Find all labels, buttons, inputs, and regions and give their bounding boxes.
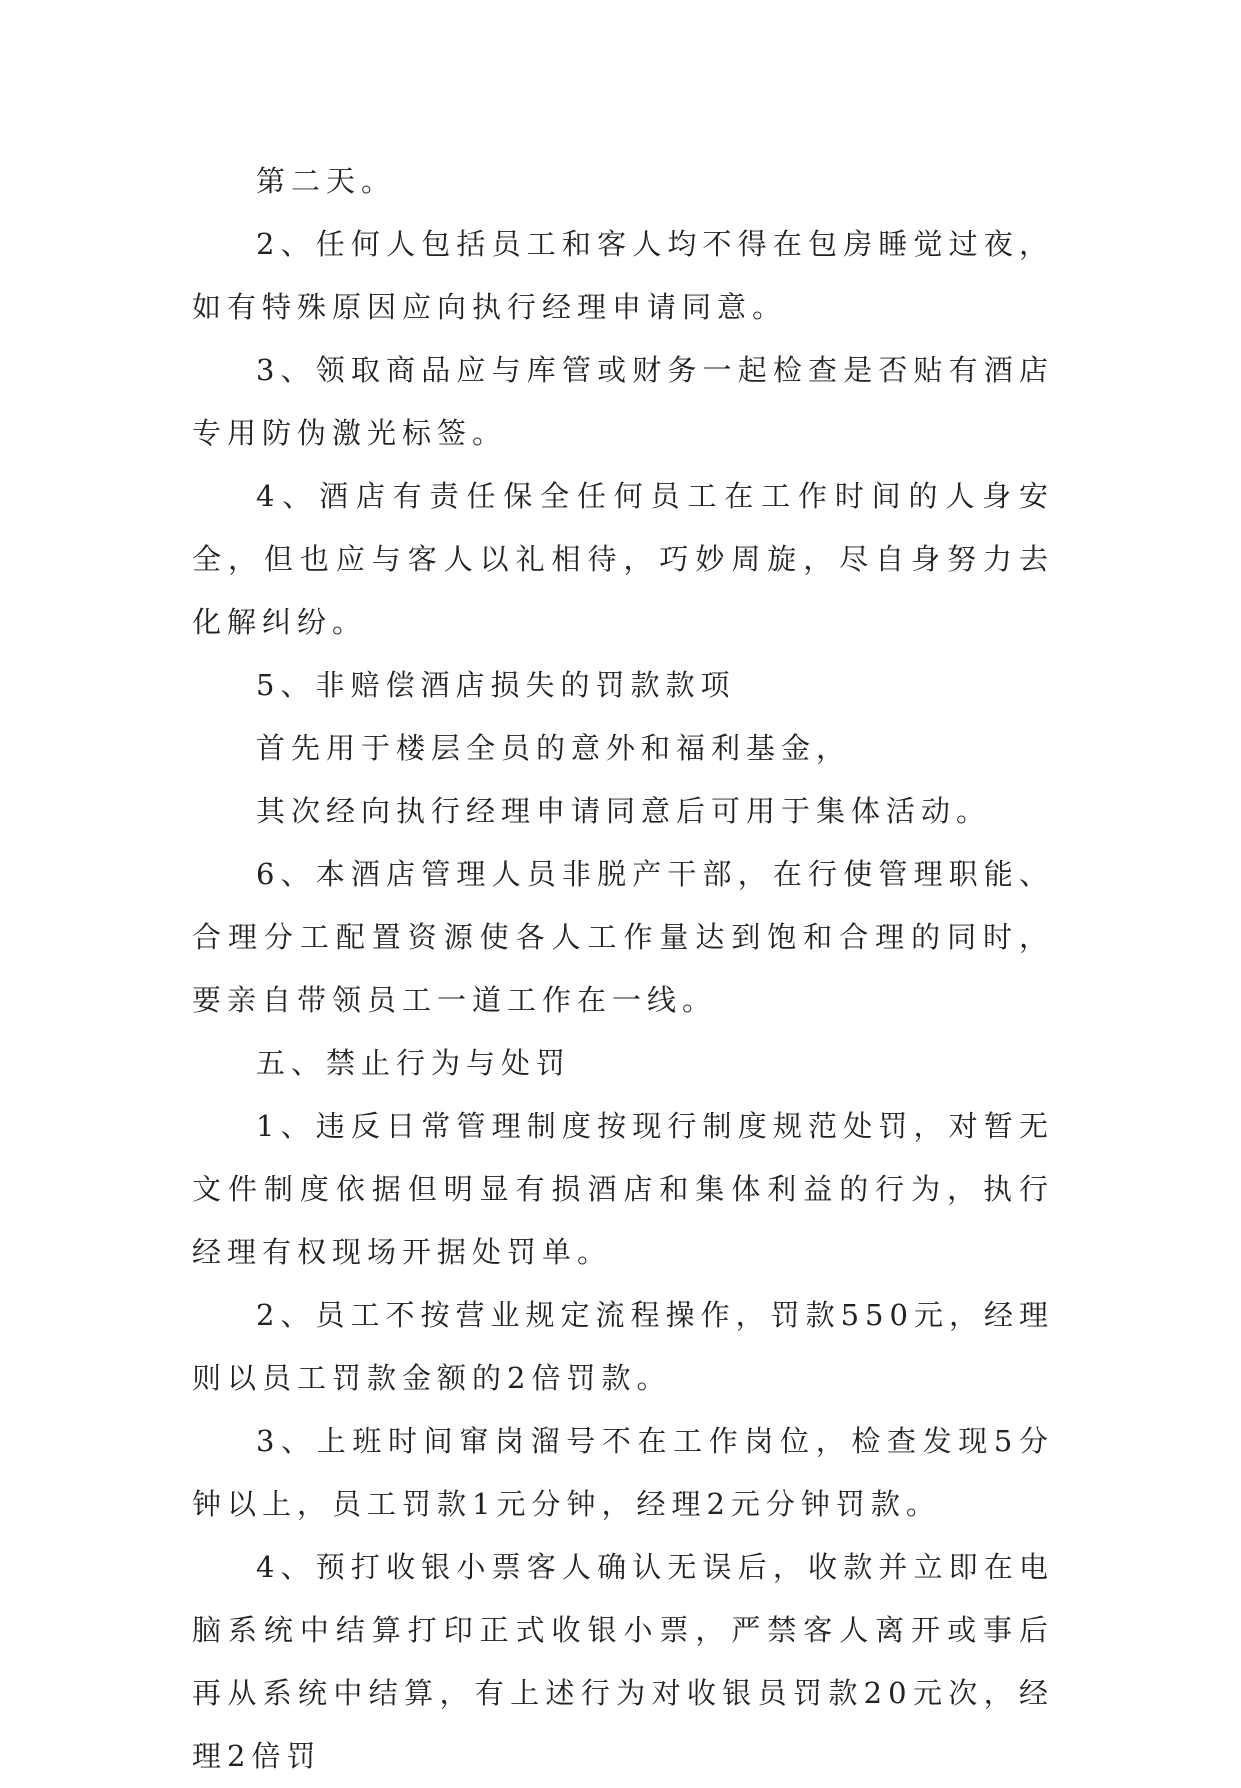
section-heading: 五、禁止行为与处罚 — [256, 1046, 572, 1080]
paragraph-item-5-first: 首先用于楼层全员的意外和福利基金， — [256, 731, 852, 765]
penalty-item-4: 4、预打收银小票客人确认无误后，收款并立即在电脑系统中结算打印正式收银小票，严禁客人离开或事后再从系统中结算，有上述行为对收银员罚款20元次，经理2倍罚 — [192, 1550, 1054, 1773]
paragraph-continuation: 第二天。 — [256, 164, 397, 198]
paragraph-item-4: 4、酒店有责任保全任何员工在工作时间的人身安全，但也应与客人以礼相待，巧妙周旋，尽自身努力去化解纠纷。 — [192, 479, 1054, 639]
paragraph-item-3: 3、领取商品应与库管或财务一起检查是否贴有酒店专用防伪激光标签。 — [192, 353, 1054, 450]
penalty-item-2: 2、员工不按营业规定流程操作，罚款550元，经理则以员工罚款金额的2倍罚款。 — [192, 1298, 1054, 1395]
document-body — [192, 150, 1054, 1788]
paragraph-item-5: 5、非赔偿酒店损失的罚款款项 — [256, 668, 736, 702]
penalty-item-1: 1、违反日常管理制度按现行制度规范处罚，对暂无文件制度依据但明显有损酒店和集体利益的行为，执行经理有权现场开据处罚单。 — [192, 1109, 1054, 1269]
paragraph-item-5-second: 其次经向执行经理申请同意后可用于集体活动。 — [256, 794, 992, 828]
paragraph-item-2: 2、任何人包括员工和客人均不得在包房睡觉过夜，如有特殊原因应向执行经理申请同意。 — [192, 227, 1054, 324]
penalty-item-3: 3、上班时间窜岗溜号不在工作岗位，检查发现5分钟以上，员工罚款1元分钟，经理2元分钟罚款。 — [192, 1424, 1054, 1521]
paragraph-item-6: 6、本酒店管理人员非脱产干部，在行使管理职能、合理分工配置资源使各人工作量达到饱和合理的同时，要亲自带领员工一道工作在一线。 — [192, 857, 1054, 1017]
